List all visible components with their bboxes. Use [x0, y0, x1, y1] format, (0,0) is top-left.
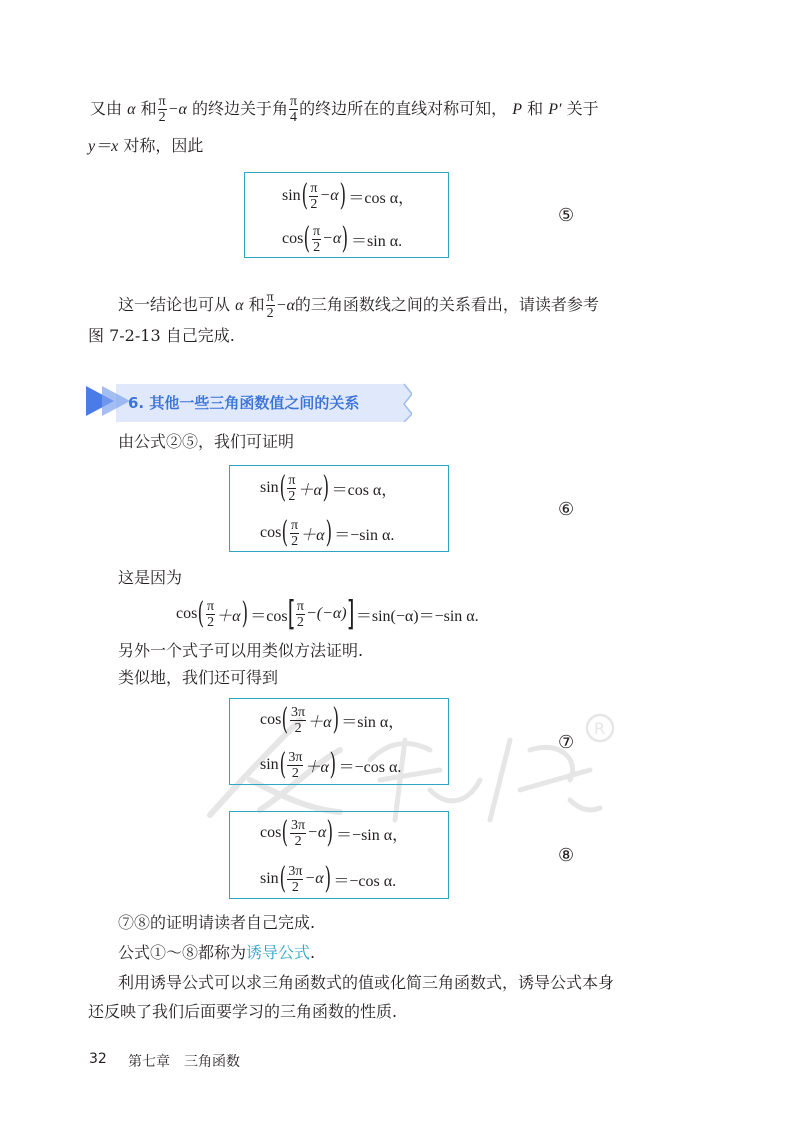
section-title: 6. 其他一些三角函数值之间的关系 — [128, 394, 360, 412]
formula-label-6: ⑥ — [558, 499, 575, 520]
pi-over-2: $\frac{\pi}{2}$ — [266, 290, 274, 321]
para8: 公式①～⑧都称为诱导公式. — [118, 943, 316, 962]
page-number: 32 — [89, 1051, 107, 1067]
formula-5-row1: sin ( $\frac{\pi}{2}$ −α ) ＝cos α， — [282, 178, 415, 213]
para4: 这是因为 — [118, 568, 183, 587]
svg-text:R: R — [594, 719, 606, 738]
term-highlight: 诱导公式 — [246, 943, 311, 962]
formula-label-8: ⑧ — [558, 845, 575, 866]
para1-line1: 又由 α 和 $\frac{\pi}{2}$ −α 的终边关于角 $\frac{\pi}{4}$ 的终边所在的直线对称可知， P 和 P′ 关于 — [90, 94, 599, 125]
formula-7-row1: cos ( $\frac{3\pi}{2}$ ＋α ) ＝sin α， — [260, 702, 405, 737]
pi-over-2: $\frac{\pi}{2}$ — [158, 94, 166, 125]
formula-6-row2: cos ( $\frac{\pi}{2}$ ＋α ) ＝−sin α. — [260, 515, 395, 550]
pi-over-4: $\frac{\pi}{4}$ — [290, 94, 298, 125]
formula-8-row1: cos ( $\frac{3\pi}{2}$ −α ) ＝−sin α， — [260, 815, 409, 850]
para5: 另外一个式子可以用类似方法证明. — [118, 641, 364, 660]
formula-label-5: ⑤ — [558, 205, 575, 226]
para6: 类似地，我们还可得到 — [118, 668, 279, 687]
para2-line1: 这一结论也可从 α 和 $\frac{\pi}{2}$ −α的三角函数线之间的关系看出，请读者参考 — [118, 290, 599, 321]
proof-equation: cos ( $\frac{\pi}{2}$ ＋α ) ＝cos [ $\frac{\pi}{2}$ −(−α) ] ＝sin(−α)＝−sin α. — [176, 594, 479, 634]
formula-8-row2: sin ( $\frac{3\pi}{2}$ −α ) ＝−cos α. — [260, 861, 397, 896]
para9-line1: 利用诱导公式可以求三角函数式的值或化简三角函数式，诱导公式本身 — [118, 973, 615, 992]
para1-line2: y＝x 对称，因此 — [88, 136, 204, 155]
para2-line2: 图 7-2-13 自己完成. — [88, 326, 235, 345]
para9-line2: 还反映了我们后面要学习的三角函数的性质. — [88, 1002, 398, 1021]
para3: 由公式②⑤，我们可证明 — [118, 432, 295, 451]
formula-label-7: ⑦ — [558, 732, 575, 753]
section-banner — [86, 380, 412, 422]
para7: ⑦⑧的证明请读者自己完成. — [118, 913, 316, 932]
formula-7-row2: sin ( $\frac{3\pi}{2}$ ＋α ) ＝−cos α. — [260, 747, 402, 782]
chapter-title: 第七章 三角函数 — [128, 1054, 240, 1070]
formula-5-row2: cos ( $\frac{\pi}{2}$ −α ) ＝sin α. — [282, 221, 403, 256]
formula-6-row1: sin ( $\frac{\pi}{2}$ ＋α ) ＝cos α， — [260, 470, 398, 505]
